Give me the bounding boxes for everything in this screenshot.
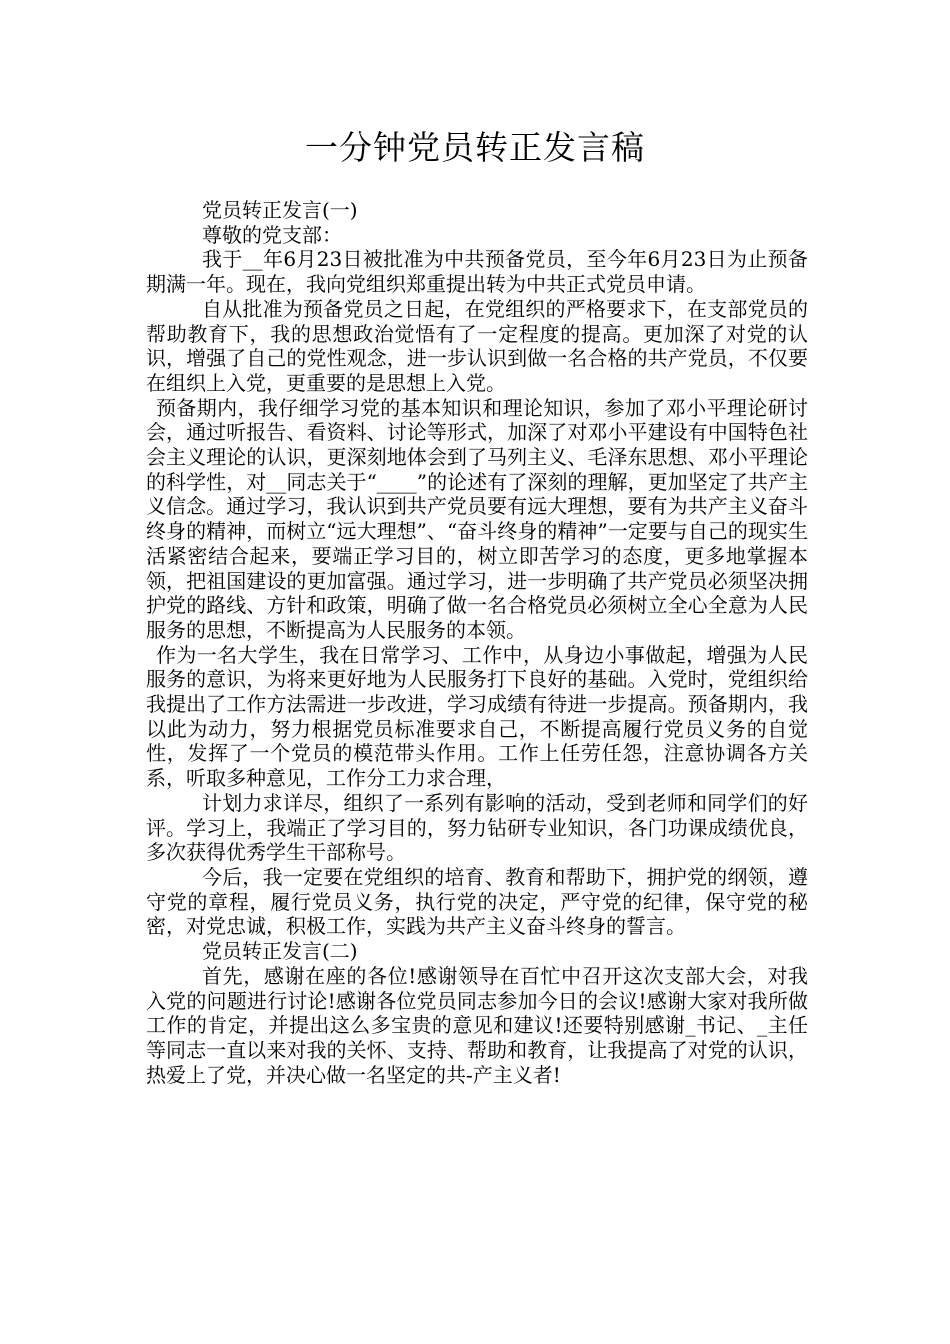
paragraph: 党员转正发言(一) [202, 198, 358, 222]
document-title: 一分钟党员转正发言稿 [305, 128, 645, 167]
paragraph: 党员转正发言(二) [202, 939, 358, 964]
paragraph: 预备期内，我仔细学习党的基本知识和理论知识，参加了邓小平理论研讨会，通过听报告、看资料、讨论等形式，加深了对邓小平建设有中国特色社会主义理论的认识，更深刻地体会到了马列主义、毛泽东思想、邓小平理论的科学性，对__同志关于“____”的论述有了深刻的理解，更加坚定了共产主义信念。通过学习，我认识到共产党员要有远大理想，要有为共产主义奋斗终身的精神，而树立“远大理想”、“奋斗终身的精神”一定要与自己的现实生活紧密结合起来，要端正学习目的，树立即苦学习的态度，更多地掌握本领，把祖国建设的更加富强。通过学习，进一步明确了共产党员必须坚决拥护党的路线、方针和政策，明确了做一名合格党员必须树立全心全意为人民服务的思想，不断提高为人民服务的本领。 [146, 395, 808, 642]
document-body [146, 198, 808, 1087]
paragraph: 今后，我一定要在党组织的培育、教育和帮助下，拥护党的纲领，遵守党的章程，履行党员义务，执行党的决定，严守党的纪律，保守党的秘密，对党忠诚，积极工作，实践为共产主义奋斗终身的誓言。 [146, 864, 808, 939]
paragraph: 自从批准为预备党员之日起，在党组织的严格要求下，在支部党员的帮助教育下，我的思想政治觉悟有了一定程度的提高。更加深了对党的认识，增强了自己的党性观念，进一步认识到做一名合格的共产党员，不仅要在组织上入党，更重要的是思想上入党。 [146, 296, 808, 395]
paragraph: 计划力求详尽，组织了一系列有影响的活动，受到老师和同学们的好评。学习上，我端正了学习目的，努力钻研专业知识，各门功课成绩优良，多次获得优秀学生干部称号。 [146, 790, 808, 865]
paragraph: 作为一名大学生，我在日常学习、工作中，从身边小事做起，增强为人民服务的意识，为将来更好地为人民服务打下良好的基础。入党时，党组织给我提出了工作方法需进一步改进，学习成绩有待进一步提高。预备期内，我以此为动力，努力根据党员标准要求自己，不断提高履行党员义务的自觉性，发挥了一个党员的模范带头作用。工作上任劳任怨，注意协调各方关系，听取多种意见，工作分工力求合理， [146, 642, 808, 791]
paragraph: 尊敬的党支部： [202, 222, 342, 247]
paragraph: 首先，感谢在座的各位!感谢领导在百忙中召开这次支部大会，对我入党的问题进行讨论!感谢各位党员同志参加今日的会议!感谢大家对我所做工作的肯定，并提出这么多宝贵的意见和建议!还要特别感谢_书记、_主任等同志一直以来对我的关怀、支持、帮助和教育，让我提高了对党的认识，热爱上了党，并决心做一名坚定的共-产主义者! [146, 963, 808, 1087]
paragraph: 我于__年6月23日被批准为中共预备党员，至今年6月23日为止预备期满一年。现在，我向党组织郑重提出转为中共正式党员申请。 [146, 247, 808, 297]
